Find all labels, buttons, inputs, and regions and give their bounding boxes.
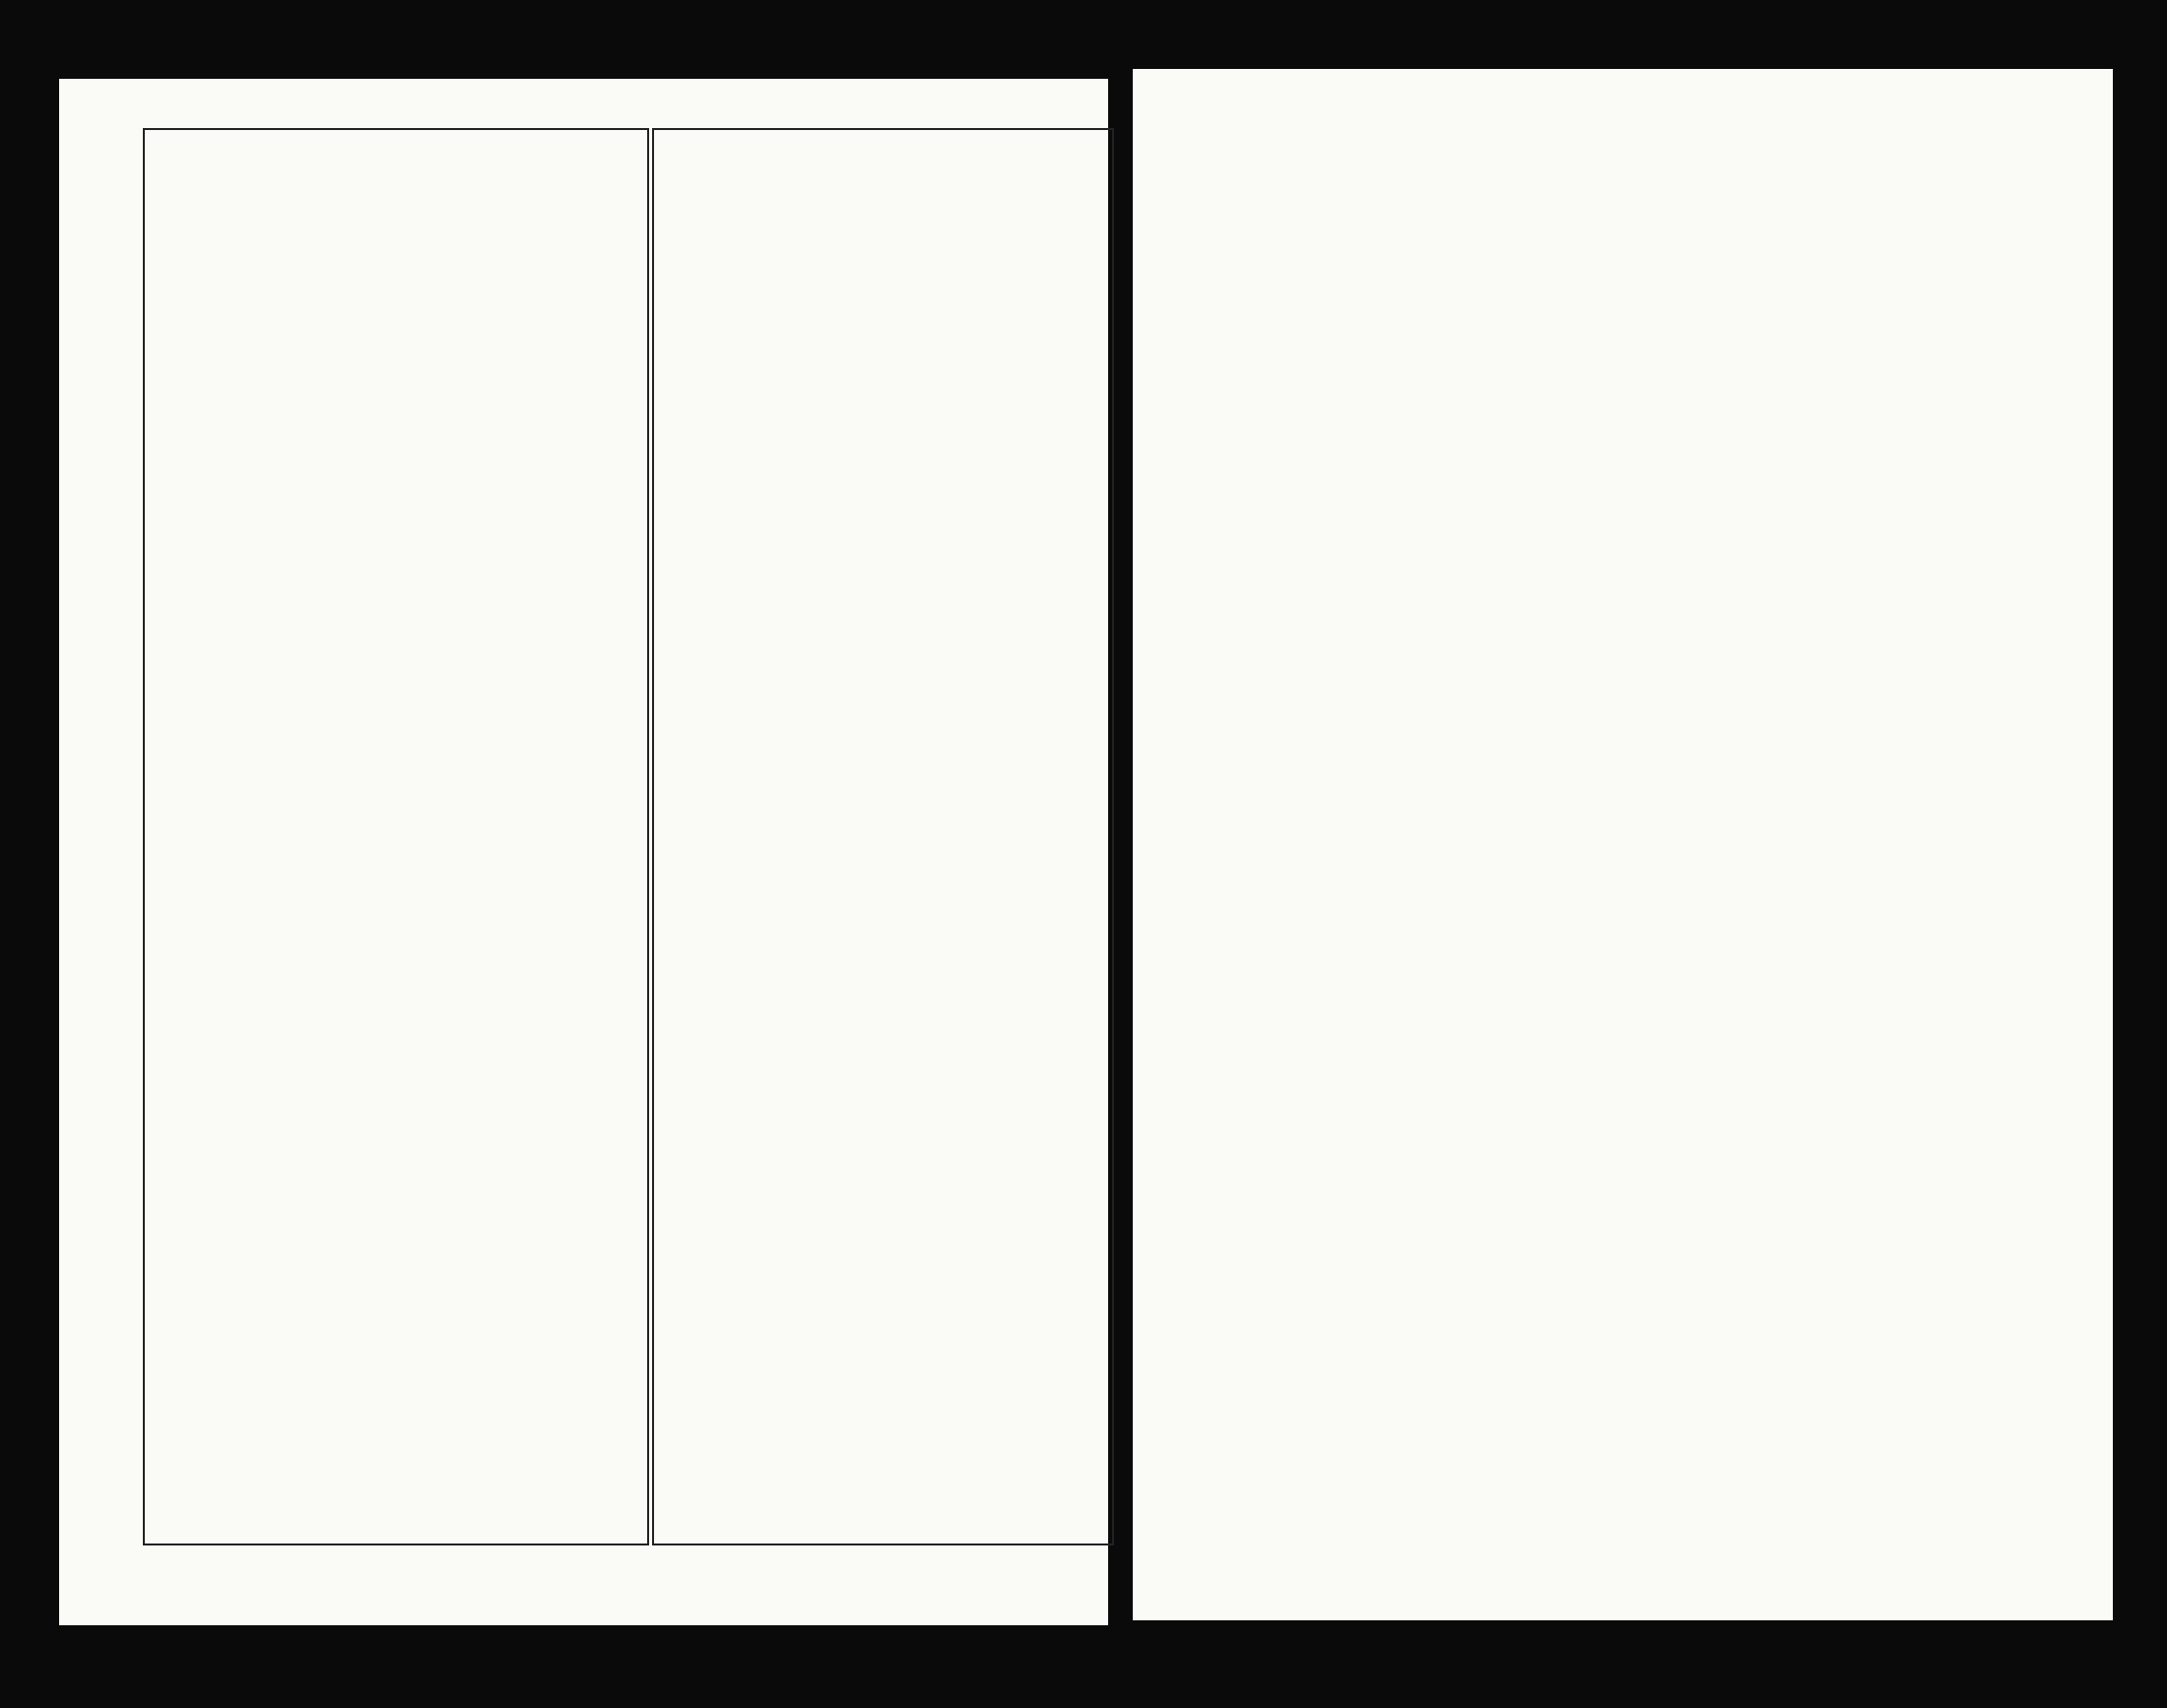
right-page <box>1133 69 2113 1620</box>
remarks-text-1 <box>158 143 632 170</box>
remarks-column-2 <box>652 128 1114 1545</box>
remarks-column-1 <box>143 128 649 1545</box>
